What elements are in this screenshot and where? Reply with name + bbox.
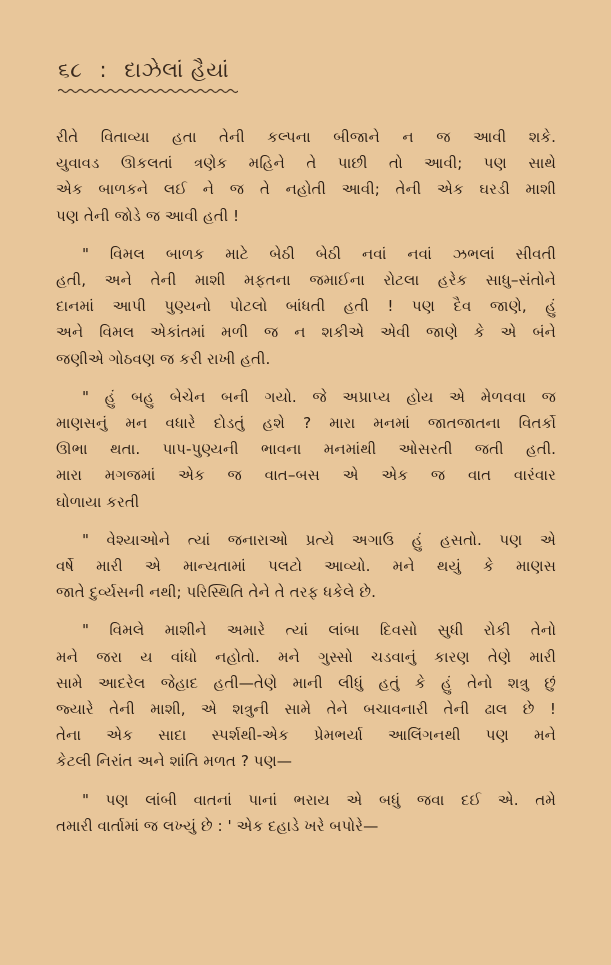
text-line: કેટલી નિરાંત અને શાંતિ મળત ? પણ—: [56, 752, 292, 771]
text-line: " હું બહુ બેચેન બની ગયો. જે અપ્રાપ્ય હોય એ મેળવવા જ: [82, 387, 556, 406]
text-line: રીતે વિતાવ્યા હતા તેની કલ્પના બીજાને ન જ આવી શકે.: [56, 128, 556, 146]
text-line: જણીએ ગોઠવણ જ કરી રાખી હતી.: [56, 349, 271, 368]
paragraph: [56, 241, 556, 372]
text-line: મને જરા ય વાંધો નહોતો. મને ગુસ્સો ચડવાનું કારણ તેણે મારી: [56, 647, 556, 666]
text-line: " વિમલે માશીને અમારે ત્યાં લાંબા દિવસો સુધી રોકી તેનો: [82, 621, 556, 640]
text-line: જ્યારે તેની માશી, એ શત્રુની સામે તેને બચાવનારી તેની ઢાલ છે !: [56, 700, 556, 719]
text-line: " પણ લાંબી વાતનાં પાનાં ભરાય એ બધું જવા દઈ એ. તમે: [82, 790, 556, 809]
page-body: [56, 124, 556, 851]
text-line: માણસનું મન વધારે દોડતું હશે ? મારા મનમાં જાતજાતના વિતર્કો: [56, 414, 556, 433]
text-line: મારા મગજમાં એક જ વાત–બસ એ એક જ વાત વારંવાર: [56, 466, 556, 485]
text-line: હતી, અને તેની માશી મફતના જમાઈના રોટલા હરેક સાધુ–સંતોને: [56, 271, 556, 290]
header-underline-ornament: [58, 88, 238, 94]
paragraph: [56, 787, 556, 839]
paragraph: [56, 617, 556, 774]
text-line: સામે આદરેલ જેહાદ હતી—તેણે માની લીધું હતું કે હું તેનો શત્રુ છું: [56, 673, 556, 692]
paragraph: [56, 124, 556, 229]
paragraph: [56, 384, 556, 515]
text-line: ઊભા થતા. પાપ-પુણ્યની ભાવના મનમાંથી ઓસરતી જતી હતી.: [56, 440, 556, 459]
book-title: દાઝેલાં હૈયાં: [124, 58, 230, 82]
text-line: દાનમાં આપી પુણ્યનો પોટલો બાંધતી હતી ! પણ દૈવ જાણે, હું: [56, 297, 556, 316]
text-line: અને વિમલ એકાંતમાં મળી જ ન શકીએ એવી જાણે કે એ બંને: [56, 323, 556, 342]
text-line: તમારી વાર્તામાં જ લખ્યું છે : ' એક દહાડે ખરે બપોરે—: [56, 816, 379, 835]
text-line: વર્ષે મારી એ માન્યતામાં પલટો આવ્યો. મને થયું કે માણસ: [56, 557, 556, 576]
text-line: એક બાળકને લઈ ને જ તે નહોતી આવી; તેની એક ઘરડી માશી: [56, 180, 556, 199]
text-line: " વેશ્યાઓને ત્યાં જનારાઓ પ્રત્યે અગાઉ હું હસતો. પણ એ: [82, 530, 556, 549]
text-line: યુવાવડ ઊકલતાં ત્રણેક મહિને તે પાછી તો આવી; પણ સાથે: [56, 154, 556, 173]
page-number: ૬૮: [58, 58, 83, 82]
running-header: [58, 58, 229, 83]
text-line: તેના એક સાદા સ્પર્શથી-એક પ્રેમભર્યા આલિંગનથી પણ મને: [56, 726, 556, 745]
text-line: પણ તેની જોડે જ આવી હતી !: [56, 206, 240, 225]
text-line: " વિમલ બાળક માટે બેઠી બેઠી નવાં નવાં ઝભલાં સીવતી: [82, 244, 556, 263]
text-line: ઘોળાયા કરતી: [56, 492, 140, 511]
text-line: જાતે દુર્વ્યસની નથી; પરિસ્થિતિ તેને તે તરફ ધકેલે છે.: [56, 583, 376, 602]
paragraph: [56, 527, 556, 606]
header-separator: :: [99, 58, 108, 82]
